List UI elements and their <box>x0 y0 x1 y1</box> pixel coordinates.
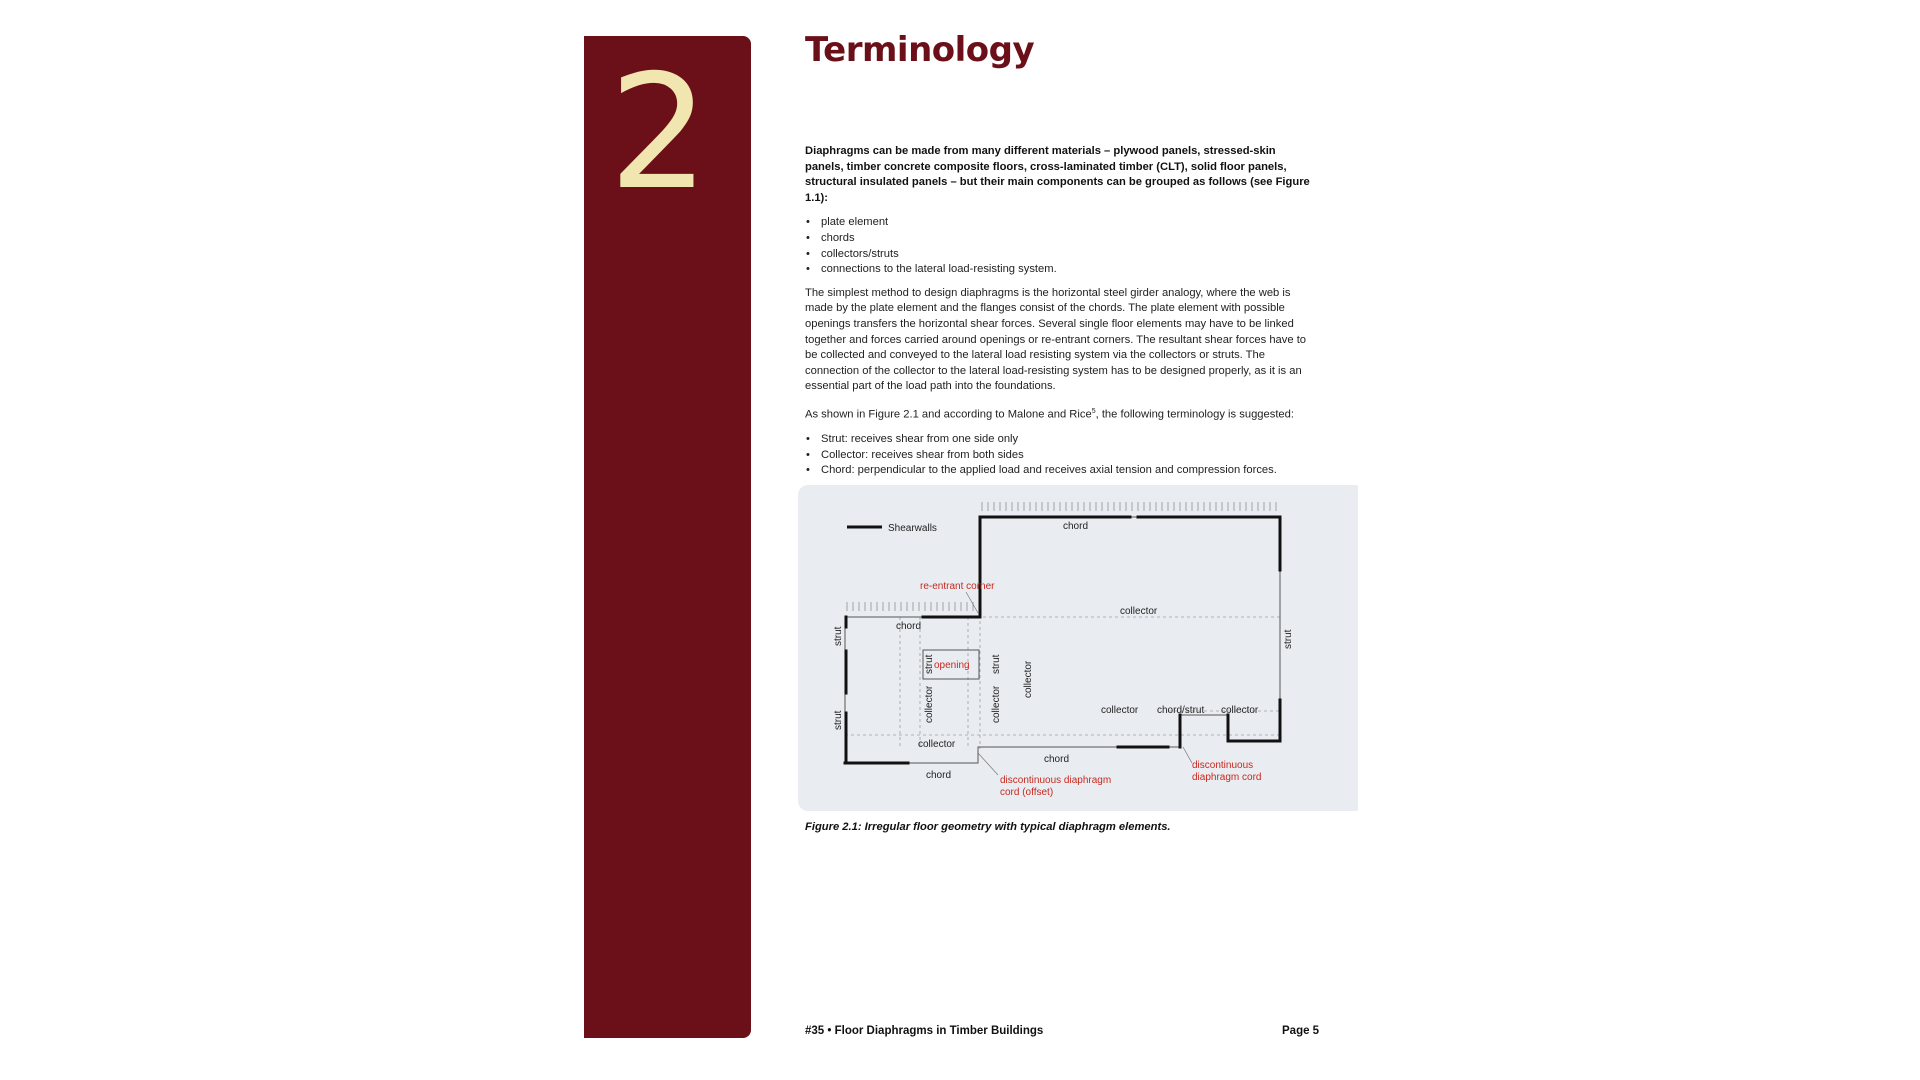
label-strut-left-bottom: strut <box>833 710 844 730</box>
list-item: • Collector: receives shear from both sides <box>821 448 1315 464</box>
list-item: • Chord: perpendicular to the applied load and receives axial tension and compression forces. <box>821 463 1315 479</box>
label-strut-opening-left: strut <box>924 654 935 674</box>
label-collector-vert-2: collector <box>991 685 1002 723</box>
chapter-number: 2 <box>608 41 710 225</box>
label-collector-right-2: collector <box>1221 705 1259 716</box>
load-hatch-top <box>982 502 1276 511</box>
label-collector-vert-3: collector <box>1023 660 1034 698</box>
page-title: Terminology <box>805 30 1035 70</box>
legend-label: Shearwalls <box>888 523 937 534</box>
label-re-entrant-corner: re-entrant corner <box>920 581 995 592</box>
components-list <box>805 215 1315 277</box>
label-disc-cord-2: diaphragm cord <box>1192 772 1262 783</box>
label-strut-right: strut <box>1283 629 1294 649</box>
label-collector-right-1: collector <box>1101 705 1139 716</box>
label-chord-strut: chord/strut <box>1157 705 1205 716</box>
chapter-sidebar <box>584 36 751 1038</box>
lead-paragraph: Diaphragms can be made from many different materials – plywood panels, stressed-skin panels, timber concrete composite floors, cross-laminated timber (CLT), solid floor panels, structural insulated panels – but their main components can be grouped as follows (see Figure 1.1): <box>805 145 1310 204</box>
figure-diagram <box>798 485 1358 811</box>
label-chord-left: chord <box>896 621 922 632</box>
terminology-intro <box>805 404 1315 423</box>
main-content <box>805 144 1315 487</box>
floor-outline <box>845 517 1280 763</box>
list-item: • connections to the lateral load-resisting system. <box>821 262 1315 278</box>
reference-superscript: 5 <box>1091 407 1096 415</box>
label-chord-top: chord <box>1063 521 1089 532</box>
label-disc-offset-1: discontinuous diaphragm <box>1000 775 1112 786</box>
list-item: • collectors/struts <box>821 247 1315 263</box>
list-item: • Strut: receives shear from one side only <box>821 432 1315 448</box>
list-item: • chords <box>821 231 1315 247</box>
label-disc-offset-2: cord (offset) <box>1000 787 1054 798</box>
label-collector-bottom-left: collector <box>918 739 956 750</box>
label-disc-cord-1: discontinuous <box>1192 760 1254 771</box>
terms-list <box>805 432 1315 479</box>
shearwalls <box>845 517 1280 763</box>
intro-text: As shown in Figure 2.1 and according to Malone and Rice <box>805 408 1092 421</box>
intro-text-end: , the following terminology is suggested: <box>1095 408 1294 421</box>
body-paragraph: The simplest method to design diaphragms is the horizontal steel girder analogy, where the web is made by the plate element and the flanges consist of the chords. The plate element with possible openings transfers the horizontal shear forces. Several single floor elements may have to be linked together and forces carried around openings or re-entrant corners. The resultant shear forces have to be collected and conveyed to the lateral load resisting system via the collectors or struts. The connection of the collector to the lateral load-resisting system has to be designed properly, as it is an essential part of the load path into the foundations. <box>805 286 1307 393</box>
label-opening: opening <box>934 660 970 671</box>
page-number: Page 5 <box>1282 1025 1320 1037</box>
label-chord-bottom-mid: chord <box>1044 754 1070 765</box>
label-strut-left-top: strut <box>833 626 844 646</box>
list-item: • plate element <box>821 215 1315 231</box>
figure-caption: Figure 2.1: Irregular floor geometry with typical diaphragm elements. <box>805 821 1171 833</box>
label-collector-mid: collector <box>1120 606 1158 617</box>
load-hatch-left <box>847 602 973 611</box>
label-collector-vert-1: collector <box>924 685 935 723</box>
label-chord-bottom-left: chord <box>926 770 952 781</box>
diaphragm-diagram <box>798 485 1358 811</box>
footer-title: #35 • Floor Diaphragms in Timber Buildings <box>805 1025 1044 1037</box>
label-strut-opening-right: strut <box>991 654 1002 674</box>
